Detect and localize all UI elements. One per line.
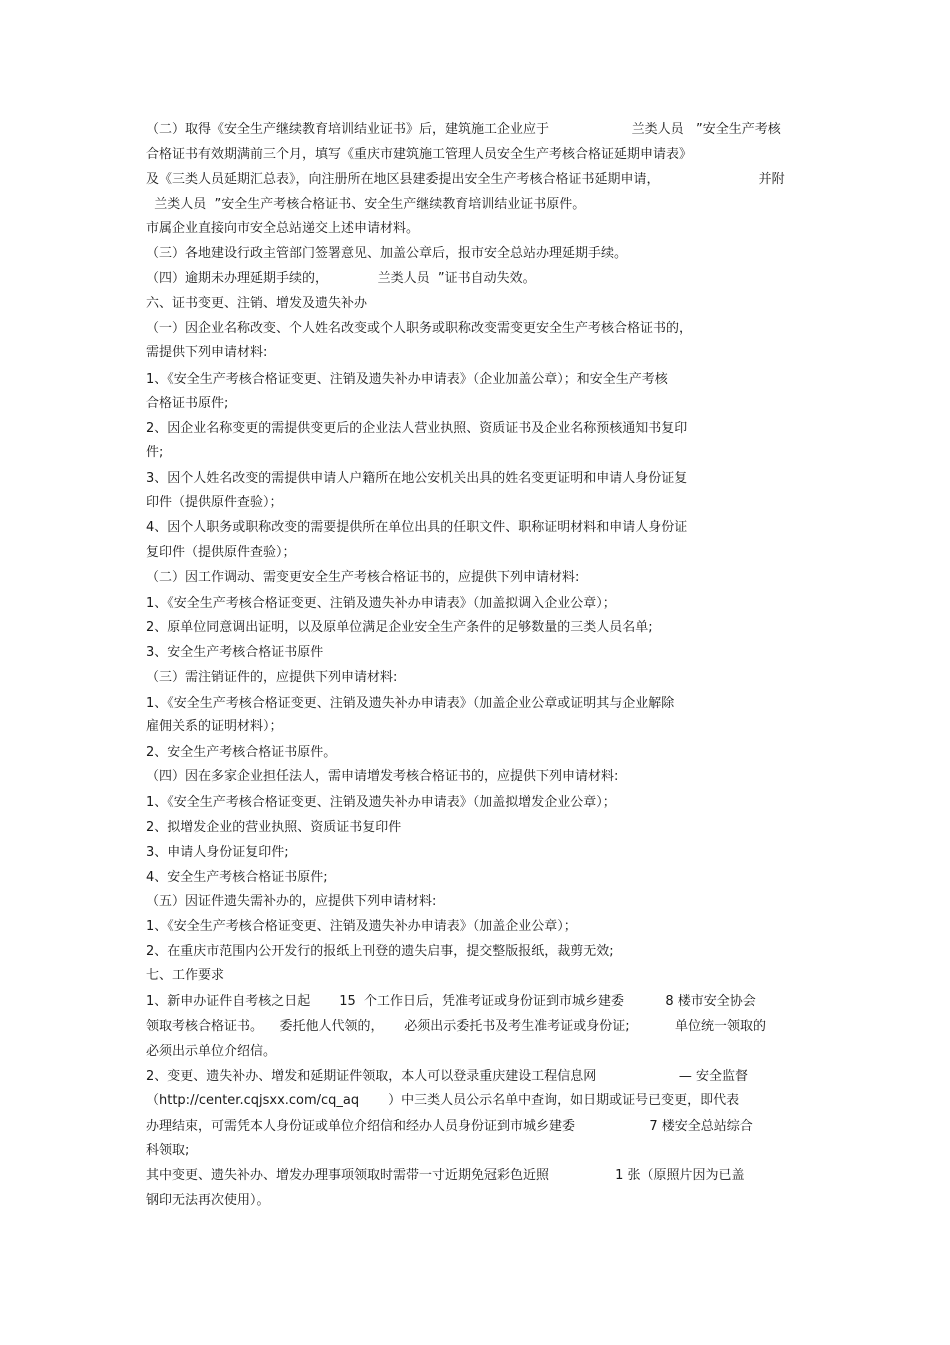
text-line: （二）取得《安全生产继续教育培训结业证书》后，建筑施工企业应于 兰类人员 ”安全生产考核 [146, 122, 781, 137]
text-line: 1、《安全生产考核合格证变更、注销及遗失补办申请表》（加盖拟调入企业公章）； [146, 596, 616, 611]
text-line: 4、安全生产考核合格证书原件; [146, 870, 328, 885]
text-line: 4、因个人职务或职称改变的需要提供所在单位出具的任职文件、职称证明材料和申请人身份证 [146, 520, 688, 535]
text-line: 及《三类人员延期汇总表》，向注册所在地区县建委提出安全生产考核合格证书延期申请， 并附 [146, 172, 785, 187]
text-line: 市属企业直接向市安全总站递交上述申请材料。 [146, 221, 420, 236]
text-line: 1、《安全生产考核合格证变更、注销及遗失补办申请表》（加盖企业公章或证明其与企业解除 [146, 696, 675, 711]
text-line: 必须出示单位介绍信。 [146, 1044, 277, 1059]
section-heading: 七、工作要求 [146, 968, 225, 983]
text-line: （三）需注销证件的，应提供下列申请材料: [146, 670, 398, 685]
text-line: 2、原单位同意调出证明，以及原单位满足企业安全生产条件的足够数量的三类人员名单; [146, 620, 653, 635]
text-line: 合格证书原件; [146, 396, 229, 411]
text-line: 领取考核合格证书。 委托他人代领的， 必须出示委托书及考生准考证或身份证; 单位统一领取的 [146, 1019, 767, 1034]
text-line: 3、安全生产考核合格证书原件 [146, 645, 324, 660]
text-line: 2、拟增发企业的营业执照、资质证书复印件 [146, 820, 402, 835]
section-heading: 六、证书变更、注销、增发及遗失补办 [146, 296, 368, 311]
text-line: （四）逾期未办理延期手续的， 兰类人员 ”证书自动失效。 [146, 271, 536, 286]
text-line: 2、在重庆市范围内公开发行的报纸上刊登的遗失启事，提交整版报纸，裁剪无效; [146, 944, 614, 959]
text-line: （三）各地建设行政主管部门签署意见、加盖公章后，报市安全总站办理延期手续。 [146, 246, 628, 261]
text-line: 科领取; [146, 1143, 190, 1158]
text-line: 其中变更、遗失补办、增发办理事项领取时需带一寸近期免冠彩色近照 1 张（原照片因为已盖 [146, 1168, 745, 1183]
text-line: 复印件（提供原件查验）； [146, 545, 296, 560]
text-line: 1、《安全生产考核合格证变更、注销及遗失补办申请表》（企业加盖公章）；和安全生产考核 [146, 372, 668, 387]
text-line: 1、《安全生产考核合格证变更、注销及遗失补办申请表》（加盖拟增发企业公章）； [146, 795, 616, 810]
text-line: 件; [146, 445, 164, 460]
text-line: 1、新申办证件自考核之日起 15 个工作日后，凭准考证或身份证到市城乡建委 8 楼市安全协会 [146, 994, 756, 1009]
text-line: 兰类人员 ”安全生产考核合格证书、安全生产继续教育培训结业证书原件。 [146, 197, 586, 212]
text-line: 办理结束，可需凭本人身份证或单位介绍信和经办人员身份证到市城乡建委 7 楼安全总站综合 [146, 1119, 753, 1134]
text-line: （一）因企业名称改变、个人姓名改变或个人职务或职称改变需变更安全生产考核合格证书的， [146, 321, 693, 336]
text-line: 1、《安全生产考核合格证变更、注销及遗失补办申请表》（加盖企业公章）； [146, 919, 577, 934]
text-line: 钢印无法再次使用）。 [146, 1193, 270, 1208]
text-line: 雇佣关系的证明材料）； [146, 719, 283, 734]
text-line: 2、变更、遗失补办、增发和延期证件领取，本人可以登录重庆建设工程信息网 — 安全监督 [146, 1069, 749, 1084]
text-line: 合格证书有效期满前三个月，填写《重庆市建筑施工管理人员安全生产考核合格证延期申请表》 [146, 147, 693, 162]
text-line: （http://center.cqjsxx.com/cq_aq ）中三类人员公示名单中查询，如日期或证号已变更，即代表 [146, 1093, 740, 1108]
text-line: 需提供下列申请材料: [146, 345, 268, 360]
text-line: 3、因个人姓名改变的需提供申请人户籍所在地公安机关出具的姓名变更证明和申请人身份证复 [146, 471, 688, 486]
text-line: 印件（提供原件查验）； [146, 495, 283, 510]
text-line: 2、因企业名称变更的需提供变更后的企业法人营业执照、资质证书及企业名称预核通知书复印 [146, 421, 688, 436]
text-line: 3、申请人身份证复印件; [146, 845, 289, 860]
text-line: （五）因证件遗失需补办的，应提供下列申请材料: [146, 894, 437, 909]
text-line: （四）因在多家企业担任法人，需申请增发考核合格证书的，应提供下列申请材料: [146, 769, 619, 784]
text-line: （二）因工作调动、需变更安全生产考核合格证书的，应提供下列申请材料: [146, 570, 580, 585]
text-line: 2、安全生产考核合格证书原件。 [146, 745, 337, 760]
